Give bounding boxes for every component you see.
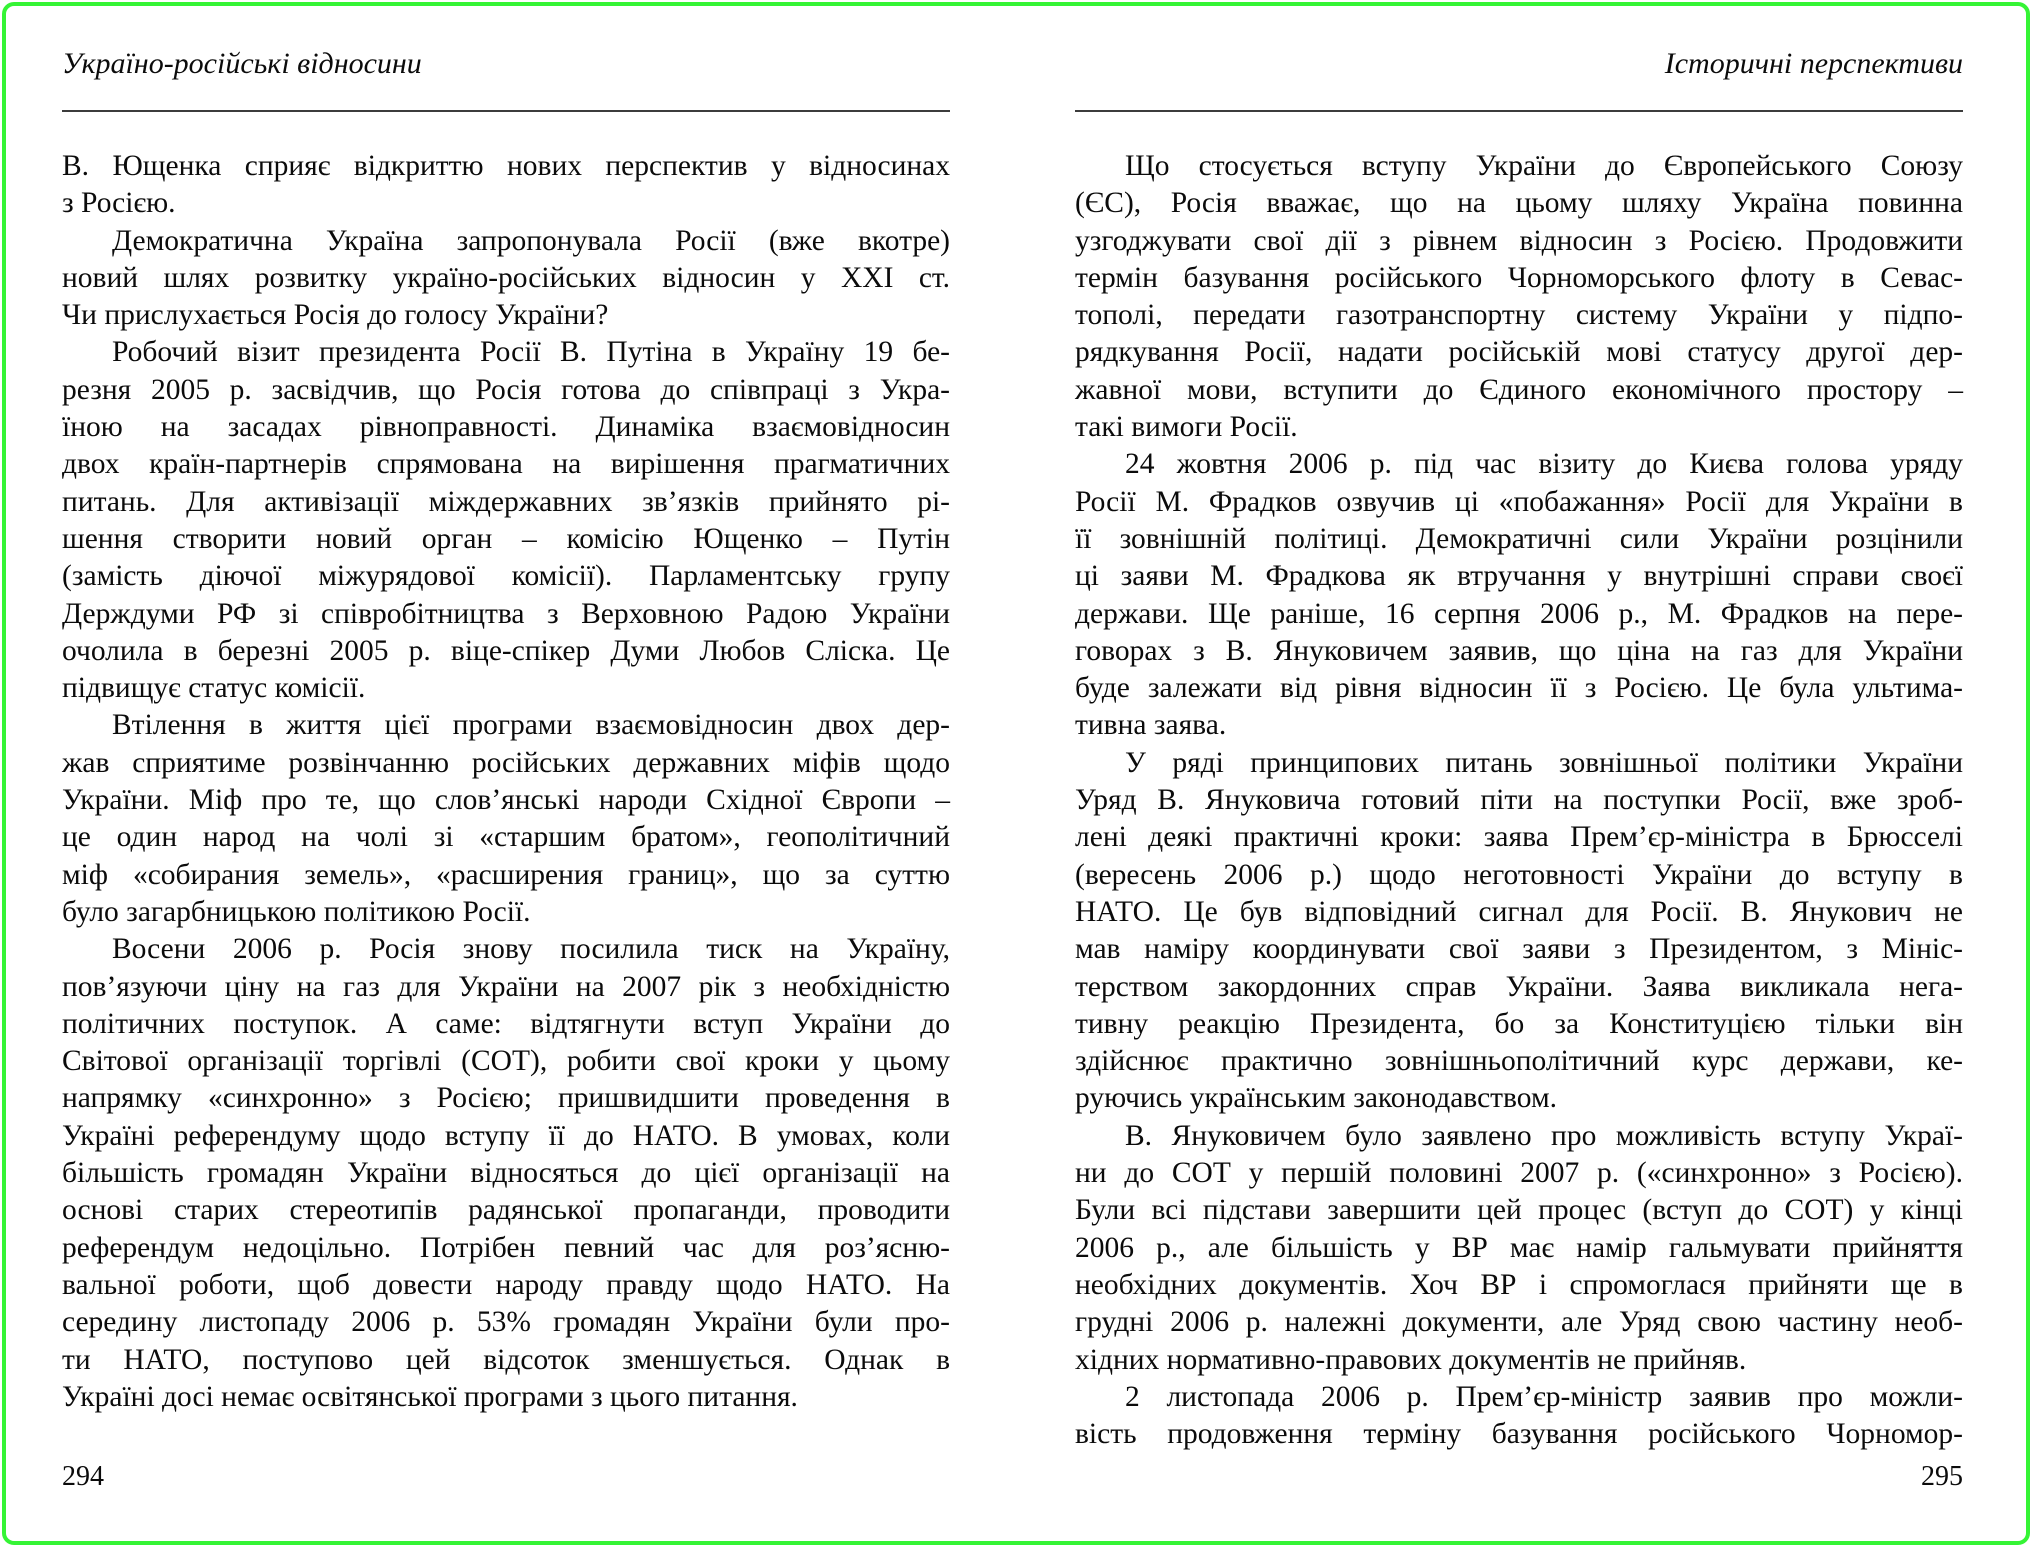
running-header-left: Україно-російські відносини [62,47,422,80]
paragraph [62,931,950,1416]
text-line: Демократична Україна запропонувала Росії (вже вкотре) [112,224,950,257]
text-line: необхідних документів. Хоч ВР і спромоглася прийняти ще в [1075,1268,1963,1301]
text-line: Уряд В. Януковича готовий піти на поступки Росії, вже зроб- [1075,784,1963,817]
text-line: Були всі підстави завершити цей процес (вступ до СОТ) у кінці [1075,1194,1963,1227]
text-line: лені деякі практичні кроки: заява Прем’єр-міністра в Брюсселі [1075,821,1963,854]
text-line: такі вимоги Росії. [1075,411,1298,444]
text-line: 24 жовтня 2006 р. під час візиту до Києва голова уряду [1125,448,1963,481]
text-line: мав наміру координувати свої заяви з Президентом, з Мініс- [1075,933,1963,966]
paragraph [62,707,950,931]
header-rule-right [1075,110,1963,112]
text-line: з Росією. [62,187,176,220]
text-line: їною на засадах рівноправності. Динаміка взаємовідносин [62,411,950,444]
text-line: Робочий візит президента Росії В. Путіна в Україну 19 бе- [112,336,950,369]
text-line: тивна заява. [1075,709,1227,742]
paragraph [1075,446,1963,744]
text-line: (вересень 2006 р.) щодо неготовності України до вступу в [1075,858,1963,891]
running-header-right: Історичні перспективи [1664,47,1963,80]
paragraph [62,223,950,335]
text-line: Що стосується вступу України до Європейського Союзу [1125,150,1963,182]
text-line: її зовнішній політиці. Демократичні сили України розцінили [1075,522,1963,555]
text-line: Восени 2006 р. Росія знову посилила тиск на Україну, [112,933,950,966]
text-line: держави. Ще раніше, 16 серпня 2006 р., М. Фрадков на пере- [1075,597,1963,630]
header-rule-left [62,110,950,112]
text-line: це один народ на чолі зі «старшим братом», геополітичний [62,821,950,854]
text-line: (замість діючої міжурядової комісії). Парламентську групу [62,560,950,593]
text-line: питань. Для активізації міждержавних зв’язків прийнято рі- [62,485,950,518]
page-left [62,0,950,1547]
text-line: міф «собирания земель», «расширения границ», що за суттю [62,858,950,891]
text-line: тивну реакцію Президента, бо за Конституцією тільки він [1075,1007,1963,1040]
text-line: рядкування Росії, надати російській мові статусу другої дер- [1075,336,1963,369]
text-line: терством закордонних справ України. Заява викликала нега- [1075,970,1963,1003]
text-line: Світової організації торгівлі (СОТ), робити свої кроки у цьому [62,1045,950,1078]
text-line: Україні досі немає освітянської програми з цього питання. [62,1380,798,1413]
text-line: новий шлях розвитку україно-російських відносин у XXI ст. [62,261,950,294]
text-line: напрямку «синхронно» з Росією; пришвидшити проведення в [62,1082,950,1115]
text-line: узгоджувати свої дії з рівнем відносин з Росією. Продовжити [1075,224,1963,257]
text-line: руючись українським законодавством. [1075,1082,1558,1115]
paragraph [62,334,950,707]
text-line: В. Ющенка сприяє відкриттю нових перспектив у відносинах [62,150,950,182]
text-line: хідних нормативно-правових документів не прийняв. [1075,1343,1747,1376]
text-line: політичних поступок. А саме: відтягнути вступ України до [62,1007,950,1040]
text-line: говорах з В. Януковичем заявив, що ціна на газ для України [1075,634,1963,667]
text-line: (ЄС), Росія вважає, що на цьому шляху Україна повинна [1075,187,1963,220]
text-line: ни до СОТ у першій половині 2007 р. («синхронно» з Росією). [1075,1157,1963,1190]
text-line: В. Януковичем було заявлено про можливість вступу Украї- [1125,1119,1963,1152]
page-number-left: 294 [62,1461,104,1492]
text-line: Втілення в життя цієї програми взаємовідносин двох дер- [112,709,950,742]
text-line: більшість громадян України відносяться до цієї організації на [62,1157,950,1190]
text-line: основі старих стереотипів радянської пропаганди, проводити [62,1194,950,1227]
text-line: вість продовження терміну базування російського Чорномор- [1075,1418,1963,1451]
text-line: було загарбницькою політикою Росії. [62,895,531,928]
text-line: резня 2005 р. засвідчив, що Росія готова до співпраці з Укра- [62,373,950,406]
text-line: НАТО. Це був відповідний сигнал для Росії. В. Янукович не [1075,895,1963,928]
text-line: 2 листопада 2006 р. Прем’єр-міністр заявив про можли- [1125,1380,1963,1413]
text-line: буде залежати від рівня відносин її з Росією. Це була ультима- [1075,672,1963,705]
text-line: термін базування російського Чорноморського флоту в Севас- [1075,261,1963,294]
text-line: середину листопаду 2006 р. 53% громадян України були про- [62,1306,950,1339]
text-line: Україні референдуму щодо вступу її до НАТО. В умовах, коли [62,1119,950,1152]
text-line: пов’язуючи ціну на газ для України на 2007 рік з необхідністю [62,970,950,1003]
text-line: референдум недоцільно. Потрібен певний час для роз’ясню- [62,1231,950,1264]
paragraph [1075,148,1963,446]
text-line: Чи прислухається Росія до голосу України? [62,299,609,332]
paragraph [1075,1379,1963,1454]
text-line: У ряді принципових питань зовнішньої політики України [1125,746,1963,779]
page-body-right [1075,148,1963,1453]
text-line: ти НАТО, поступово цей відсоток зменшується. Однак в [62,1343,950,1376]
text-line: підвищує статус комісії. [62,672,366,705]
text-line: жав сприятиме розвінчанню російських державних міфів щодо [62,746,950,779]
page-body-left [62,148,950,1416]
paragraph [62,148,950,223]
paragraph [1075,745,1963,1118]
text-line: грудні 2006 р. належні документи, але Уряд свою частину необ- [1075,1306,1963,1339]
text-line: Росії М. Фрадков озвучив ці «побажання» Росії для України в [1075,485,1963,518]
text-line: здійснює практично зовнішньополітичний курс держави, ке- [1075,1045,1963,1078]
paragraph [1075,1118,1963,1379]
text-line: тополі, передати газотранспортну систему України у підпо- [1075,299,1963,332]
text-line: двох країн-партнерів спрямована на вирішення прагматичних [62,448,950,481]
text-line: України. Міф про те, що слов’янські народи Східної Європи – [62,784,950,817]
text-line: ці заяви М. Фрадкова як втручання у внутрішні справи своєї [1075,560,1963,593]
text-line: Держдуми РФ зі співробітництва з Верховною Радою України [62,597,950,630]
page-right [1075,0,1963,1547]
text-line: вальної роботи, щоб довести народу правду щодо НАТО. На [62,1268,950,1301]
text-line: шення створити новий орган – комісію Ющенко – Путін [62,522,950,555]
text-line: жавної мови, вступити до Єдиного економічного простору – [1075,373,1963,406]
page-number-right: 295 [1921,1461,1963,1492]
text-line: очолила в березні 2005 р. віце-спікер Думи Любов Сліска. Це [62,634,950,667]
text-line: 2006 р., але більшість у ВР має намір гальмувати прийняття [1075,1231,1963,1264]
